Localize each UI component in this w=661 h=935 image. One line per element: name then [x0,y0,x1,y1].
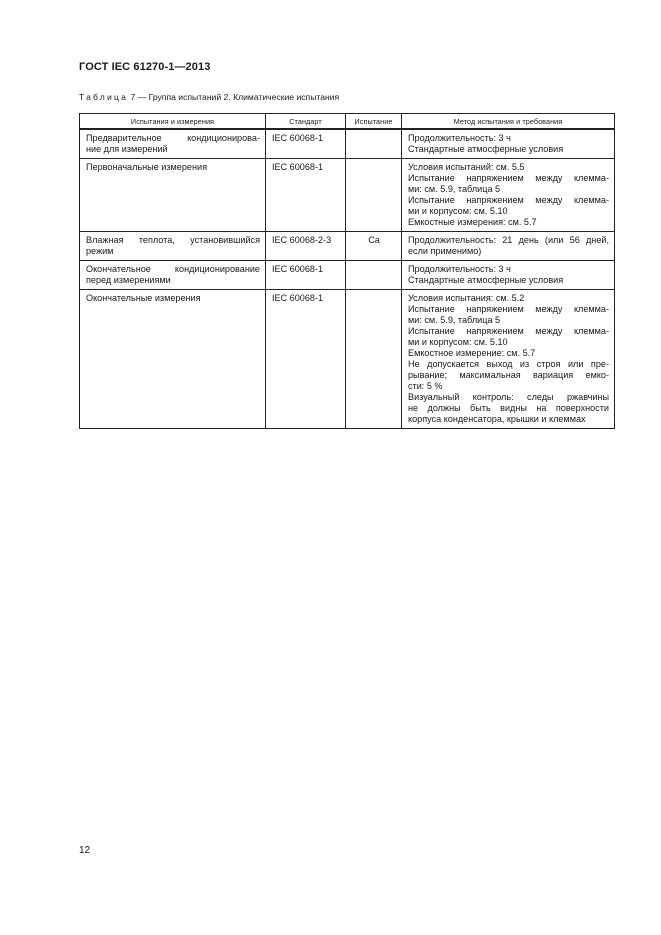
trial-cell [346,159,402,232]
standard-cell: IEC 60068-1 [266,290,346,429]
table-row [80,261,615,290]
cell-line: Продолжительность: 21 день (или 56 дней, [408,235,609,245]
cell-line: Испытание напряжением между клемма- [408,173,609,183]
cell-line: сти: 5 % [408,381,443,391]
cell-line: Испытание напряжением между клемма- [408,304,609,314]
cell-line: Окончательные измерения [86,293,201,303]
cell-line: Условия испытания: см. 5.2 [408,293,525,303]
cell-line: Первоначальные измерения [86,162,207,172]
cell-line: ми и корпусом: см. 5.10 [408,206,508,216]
cell-line: Испытание напряжением между клемма- [408,326,609,336]
standard-cell: IEC 60068-1 [266,159,346,232]
document-code: ГОСТ IEC 61270-1—2013 [79,61,211,73]
cell-line: Влажная теплота, установившийся [86,235,260,245]
cell-line: ми: см. 5.9, таблица 5 [408,184,501,194]
cell-line: Емкостные измерения: см. 5.7 [408,217,537,227]
test-name-cell [80,159,266,232]
method-cell [402,261,615,290]
trial-cell: Ca [346,232,402,261]
cell-line: рывание; максимальная вариация емко- [408,370,609,380]
column-header-trial: Испытание [346,114,402,130]
test-name-cell [80,290,266,429]
test-name-cell [80,129,266,159]
method-cell [402,159,615,232]
table-caption-word: Таблица [79,92,129,102]
method-cell [402,232,615,261]
standard-cell: IEC 60068-2-3 [266,232,346,261]
page-number: 12 [79,845,91,856]
cell-line: Емкостное измерение: см. 5.7 [408,348,536,358]
table-row [80,290,615,429]
test-name-cell [80,232,266,261]
trial-cell [346,129,402,159]
column-header-tests: Испытания и измерения [80,114,266,130]
cell-line: Испытание напряжением между клемма- [408,195,609,205]
table-body [80,129,615,429]
cell-line: перед измерениями [86,275,171,285]
table-caption [79,92,339,102]
test-name-cell [80,261,266,290]
trial-cell [346,261,402,290]
method-cell [402,129,615,159]
cell-line: Стандартные атмосферные условия [408,144,564,154]
table-row [80,232,615,261]
cell-line: ми: см. 5.9, таблица 5 [408,315,501,325]
cell-line: Продолжительность: 3 ч [408,133,511,143]
table-row [80,159,615,232]
cell-line: Не допускается выход из строя или пре- [408,359,609,369]
method-cell [402,290,615,429]
table-caption-text: 7 — Группа испытаний 2. Климатические испытания [128,92,340,102]
cell-line: Стандартные атмосферные условия [408,275,564,285]
trial-cell [346,290,402,429]
cell-line: Условия испытаний: см. 5.5 [408,162,525,172]
cell-line: не должны быть видны на поверхности [408,403,609,413]
column-header-method: Метод испытания и требования [402,114,615,130]
cell-line: Предварительное кондиционирова- [86,133,260,143]
cell-line: Визуальный контроль: следы ржавчины [408,392,609,402]
table-header-row [80,114,615,130]
standard-cell: IEC 60068-1 [266,261,346,290]
cell-line: если применимо) [408,246,482,256]
cell-line: ми и корпусом: см. 5.10 [408,337,508,347]
cell-line: Окончательное кондиционирование [86,264,260,274]
climatic-tests-table [79,113,615,429]
standard-cell: IEC 60068-1 [266,129,346,159]
cell-line: режим [86,246,114,256]
table-row [80,129,615,159]
cell-line: ние для измерений [86,144,168,154]
cell-line: корпуса конденсатора, крышки и клеммах [408,414,586,424]
cell-line: Продолжительность: 3 ч [408,264,511,274]
column-header-standard: Стандарт [266,114,346,130]
